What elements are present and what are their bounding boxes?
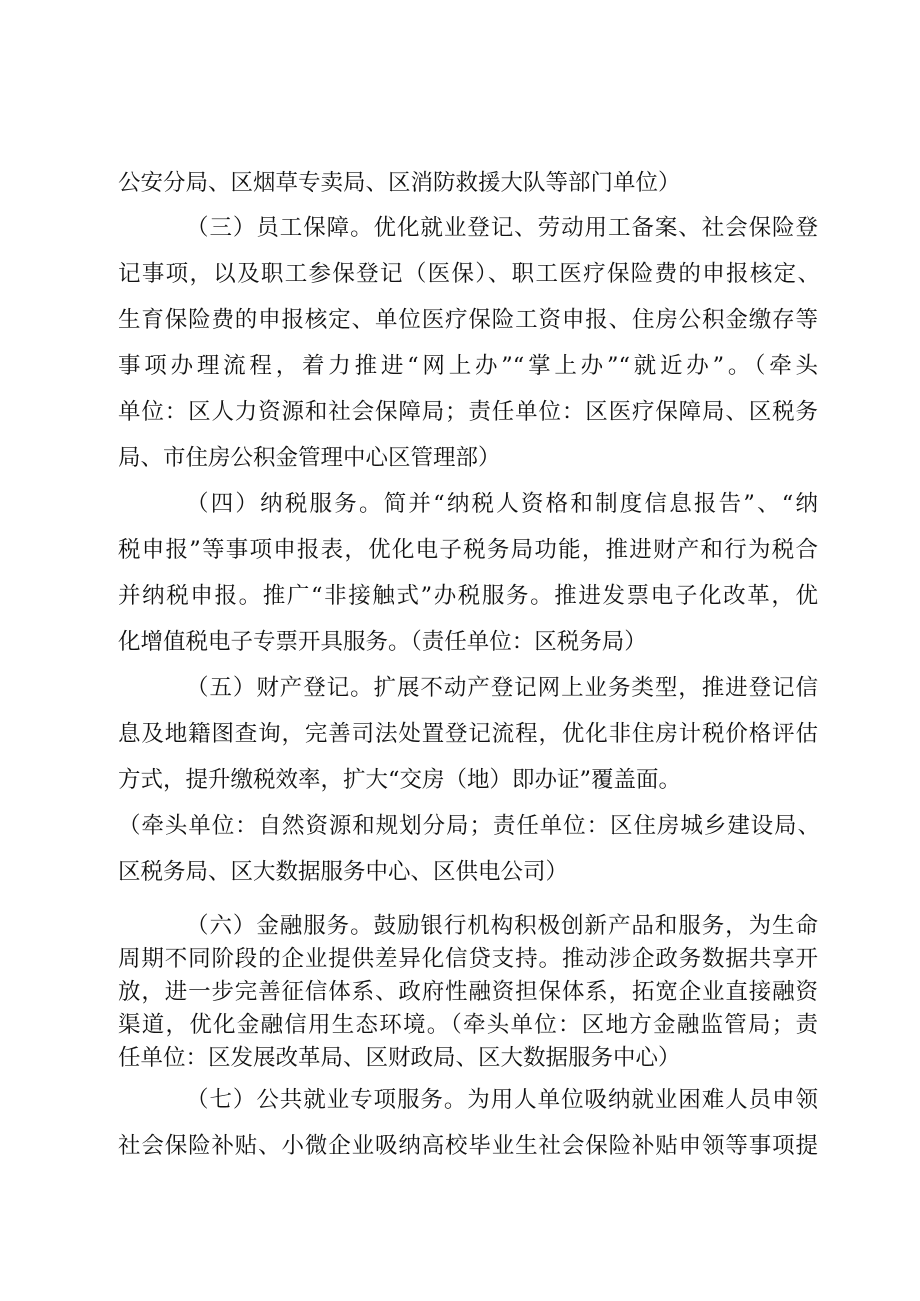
- text-line-11: 化增值税电子专票开具服务。（责任单位：区税务局）: [118, 629, 647, 655]
- text-line-1: 公安分局、区烟草专卖局、区消防救援大队等部门单位）: [118, 170, 681, 196]
- text-line-16: 区税务局、区大数据服务中心、区供电公司）: [118, 859, 569, 885]
- text-line-15: （牵头单位：自然资源和规划分局；责任单位：区住房城乡建设局、: [118, 813, 820, 839]
- section-4-heading-line: （四）纳税服务。简并“纳税人资格和制度信息报告”、“纳: [186, 491, 818, 517]
- text-line-18: 周期不同阶段的企业提供差异化信贷支持。推动涉企政务数据共享开: [118, 946, 818, 972]
- text-line-20: 渠道，优化金融信用生态环境。（牵头单位：区地方金融监管局；责: [118, 1012, 818, 1038]
- text-line-5: 事项办理流程，着力推进“网上办”“掌上办”“就近办”。（牵头: [118, 353, 818, 379]
- text-line-21: 任单位：区发展改革局、区财政局、区大数据服务中心）: [118, 1045, 681, 1071]
- text-line-6: 单位：区人力资源和社会保障局；责任单位：区医疗保障局、区税务: [118, 399, 818, 425]
- section-5-heading-line: （五）财产登记。扩展不动产登记网上业务类型，推进登记信: [186, 675, 818, 701]
- text-line-3: 记事项，以及职工参保登记（医保）、职工医疗保险费的申报核定、: [118, 261, 820, 287]
- text-line-10: 并纳税申报。推广“非接触式”办税服务。推进发票电子化改革，优: [118, 583, 818, 609]
- section-6-heading-line: （六）金融服务。鼓励银行机构积极创新产品和服务，为生命: [186, 913, 818, 939]
- text-line-13: 息及地籍图查询，完善司法处置登记流程，优化非住房计税价格评估: [118, 721, 818, 747]
- text-line-7: 局、市住房公积金管理中心区管理部）: [118, 445, 501, 471]
- section-7-heading-line: （七）公共就业专项服务。为用人单位吸纳就业困难人员申领: [186, 1087, 818, 1113]
- text-line-9: 税申报”等事项申报表，优化电子税务局功能，推进财产和行为税合: [118, 537, 818, 563]
- text-line-14: 方式，提升缴税效率，扩大“交房（地）即办证”覆盖面。: [118, 767, 682, 793]
- section-3-heading-line: （三）员工保障。优化就业登记、劳动用工备案、社会保险登: [186, 215, 818, 241]
- text-line-19: 放，进一步完善征信体系、政府性融资担保体系，拓宽企业直接融资: [118, 979, 818, 1005]
- text-line-4: 生育保险费的申报核定、单位医疗保险工资申报、住房公积金缴存等: [118, 307, 818, 333]
- text-line-23: 社会保险补贴、小微企业吸纳高校毕业生社会保险补贴申领等事项提: [118, 1133, 818, 1159]
